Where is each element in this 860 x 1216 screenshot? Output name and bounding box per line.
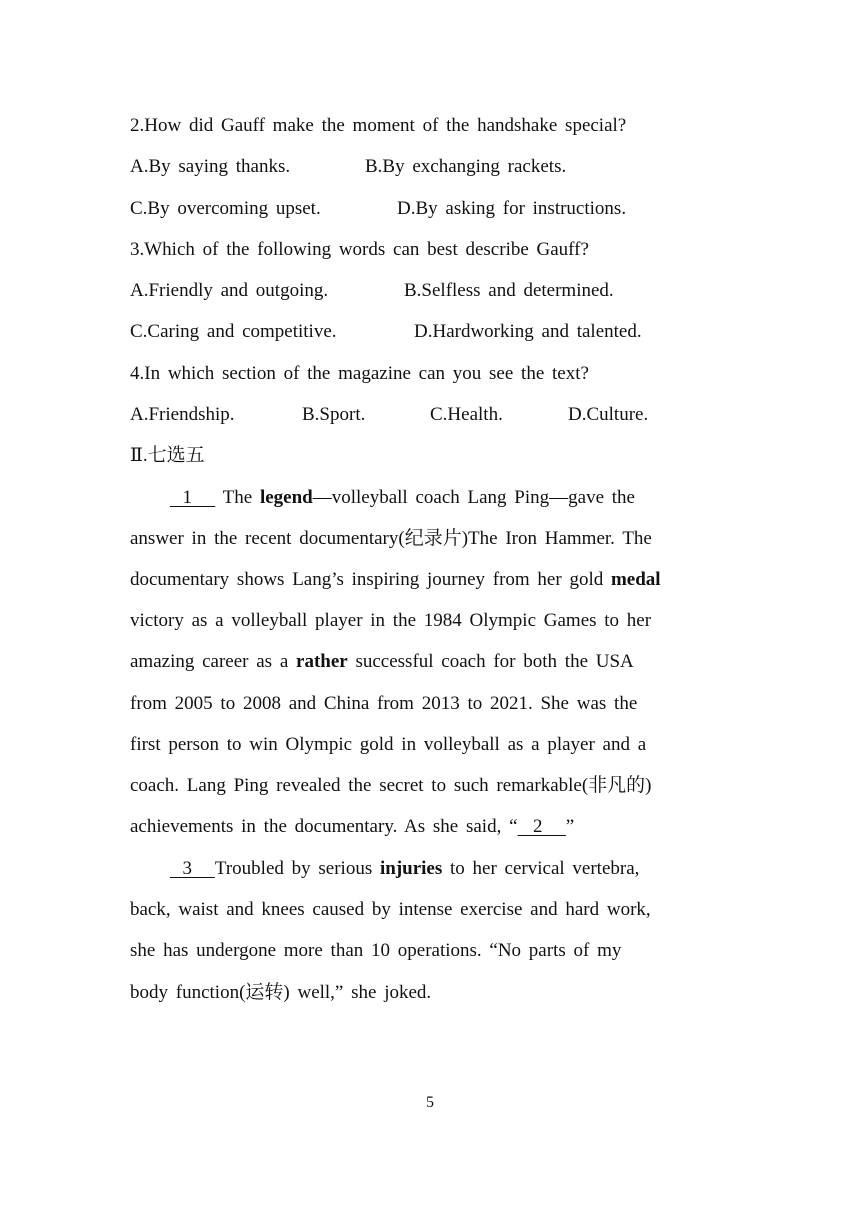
text: successful coach for both the USA <box>347 651 634 672</box>
bold-word-legend: legend <box>259 487 313 508</box>
option-a: A.Friendly and outgoing. <box>130 280 329 301</box>
text: —volleyball coach Lang Ping—gave the <box>312 487 635 508</box>
option-c: C.By overcoming upset. <box>130 198 321 219</box>
bold-word-rather: rather <box>296 651 348 672</box>
text: to her cervical vertebra, <box>442 858 640 879</box>
passage-p2-line-1 <box>170 857 770 881</box>
passage-p1-line-6: from 2005 to 2008 and China from 2013 to 2021. She was the <box>130 693 638 714</box>
option-b: B.Sport. <box>302 404 366 425</box>
option-c: C.Caring and competitive. <box>130 321 337 342</box>
passage-p1-line-3 <box>130 568 730 592</box>
bold-word-injuries: injuries <box>379 858 443 879</box>
text: amazing career as a <box>130 651 297 672</box>
passage-p1-line-1 <box>170 486 770 510</box>
option-b: B.Selfless and determined. <box>404 280 614 301</box>
passage-p1-line-2: answer in the recent documentary(纪录片)The Iron Hammer. The <box>130 528 652 549</box>
option-c: C.Health. <box>430 404 503 425</box>
page-number: 5 <box>426 1094 434 1111</box>
text: Troubled by serious <box>214 858 380 879</box>
option-a: A.By saying thanks. <box>130 156 291 177</box>
passage-p2-line-3: she has undergone more than 10 operations. “No parts of my <box>130 940 622 961</box>
passage-p1-line-4: victory as a volleyball player in the 1984 Olympic Games to her <box>130 610 652 631</box>
blank-2: 2 <box>517 816 566 837</box>
passage-p1-line-7: first person to win Olympic gold in volleyball as a player and a <box>130 734 647 755</box>
text: documentary shows Lang’s inspiring journey from her gold <box>130 569 611 590</box>
bold-word-medal: medal <box>610 569 661 590</box>
text: achievements in the documentary. As she said, “ <box>130 816 518 837</box>
question-2-stem: 2.How did Gauff make the moment of the handshake special? <box>130 115 627 136</box>
blank-1: 1 <box>170 487 216 508</box>
passage-p1-line-5 <box>130 650 730 674</box>
question-3-stem: 3.Which of the following words can best describe Gauff? <box>130 239 589 260</box>
option-d: D.Culture. <box>568 404 649 425</box>
text: ” <box>565 816 575 837</box>
section-title: Ⅱ.七选五 <box>130 445 205 466</box>
passage-p1-line-9 <box>130 815 730 839</box>
option-d: D.Hardworking and talented. <box>414 321 642 342</box>
option-a: A.Friendship. <box>130 404 235 425</box>
text: The <box>215 487 260 508</box>
passage-p2-line-2: back, waist and knees caused by intense exercise and hard work, <box>130 899 651 920</box>
option-b: B.By exchanging rackets. <box>365 156 567 177</box>
passage-p2-line-4: body function(运转) well,” she joked. <box>130 982 432 1003</box>
passage-p1-line-8: coach. Lang Ping revealed the secret to such remarkable(非凡的) <box>130 775 652 796</box>
blank-3: 3 <box>170 858 215 879</box>
question-4-stem: 4.In which section of the magazine can you see the text? <box>130 363 589 384</box>
option-d: D.By asking for instructions. <box>397 198 627 219</box>
